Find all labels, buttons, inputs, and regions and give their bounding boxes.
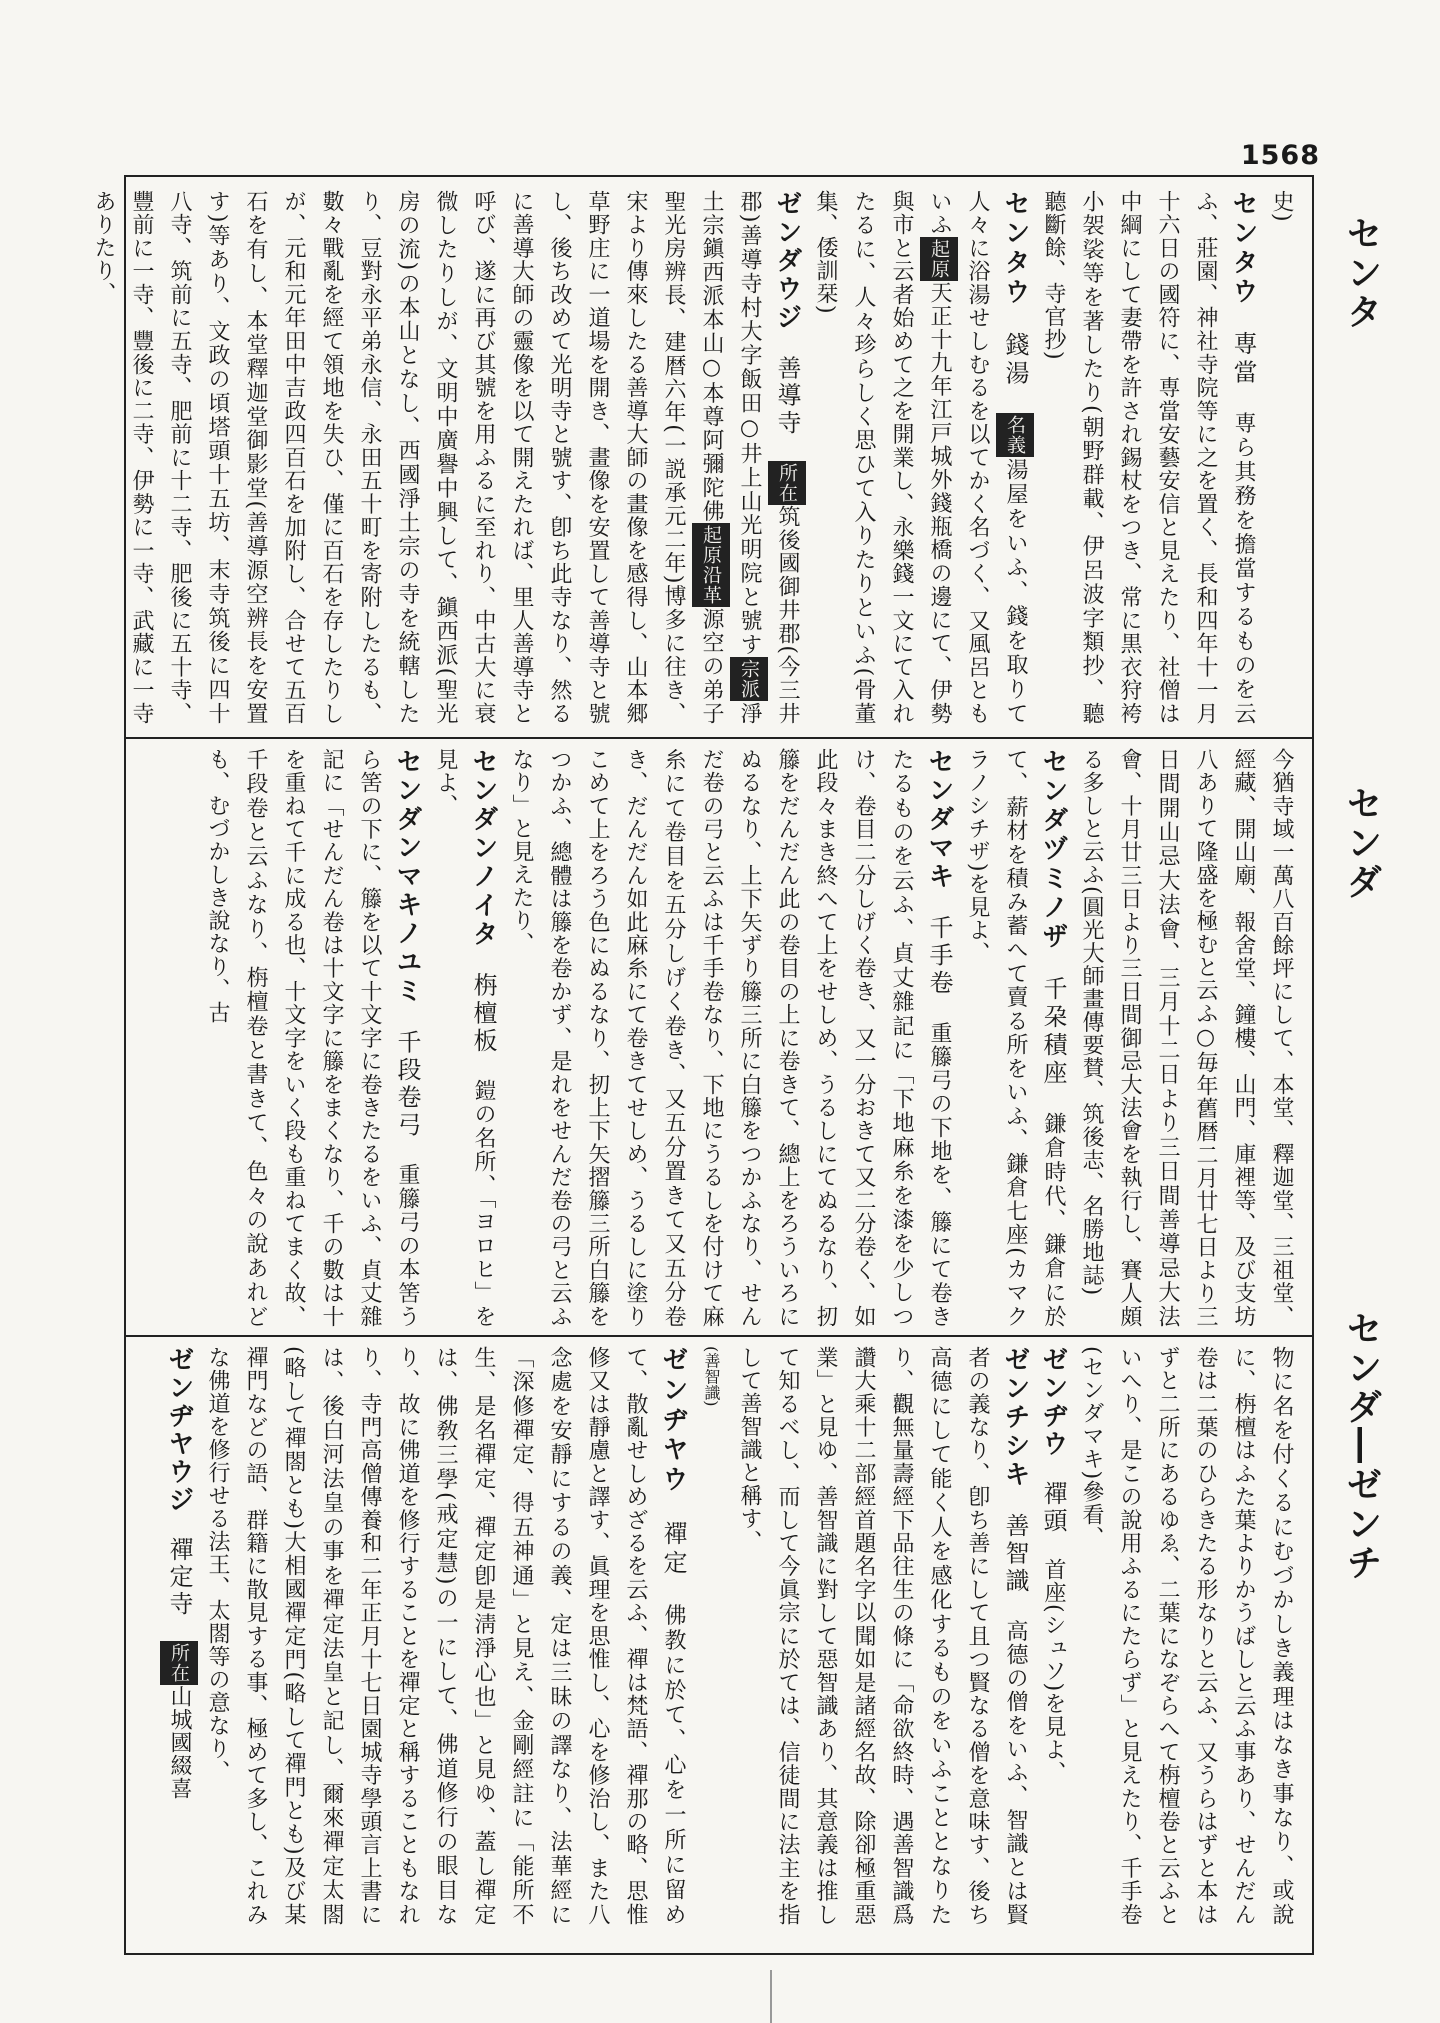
entry-text: 筑後國御井郡(今三井郡)善導寺村大字飯田○井上山光明院と號す xyxy=(737,190,800,726)
entry-kanji: 禪定 xyxy=(659,1520,687,1579)
dictionary-entry xyxy=(426,748,502,1328)
entry-text: 佛教に於て、心を一所に留めて、散亂せしめざるを云ふ、禪は梵語、禪那の略、思惟修又は靜慮と譯す、眞理を思惟し、心を修治し、また八念處を安靜にするの義、定は三昧の譯なり、法華經に「深修禪定、得五神通」と見え、金剛經註に「能所不生、是名禪定、禪定卽是淸淨心也」と見ゆ、蓋し禪定は、佛敎三學(戒定慧)の一にして、佛道修行の眼目なり、故に佛道を修行することを禪定と稱することもなれり、寺門高僧傳養和二年正月十七日園城寺學頭言上書には、後白河法皇の事を禪定法皇と記し、爾來禪定太閤(略して禪閤とも)大相國禪定門(略して禪門とも)及び某禪門などの語、群籍に散見する事、極めて多し、これみな佛道を修行せる法王、太閤等の意なり、 xyxy=(205,1346,686,1927)
entry-text: 物に名を付くるにむづかしき義理はなき事なり、或說に、栴檀はふた葉よりかうばしと云ふ事あり、せんだん卷は二葉のひらきたる形なりと云ふ、又うらはずと本はずと二所にあるゆゑ、二葉になぞらへて栴檀卷と云ふといへり、是この說用ふるにたらず」と見えたり、千手卷(センダマキ)參看、 xyxy=(1079,1346,1294,1926)
dictionary-entry xyxy=(1072,1346,1300,1926)
entry-tag: 所在 xyxy=(768,461,806,505)
entry-text: 鎧の名所、「ヨロヒ」を見よ、 xyxy=(433,748,496,1329)
dictionary-entry xyxy=(198,748,426,1328)
entry-tag: 所在 xyxy=(160,1641,198,1685)
dictionary-entry xyxy=(1034,190,1262,725)
entry-text: 天正十九年江戸城外錢瓶橋の邊にて、伊勢與市と云者始めて之を開業し、永樂錢一文にて入れたるに、人々珍らしく思ひて入りたりといふ(骨董集、倭訓栞) xyxy=(813,190,952,726)
dictionary-entry xyxy=(806,190,1034,725)
section-middle xyxy=(140,748,1300,1328)
entry-headword: ゼンヂヤウ xyxy=(658,1346,688,1496)
entry-headword: ゼンヂヤウジ xyxy=(164,1346,194,1514)
entry-kanji: 栴檀板 xyxy=(469,972,497,1056)
dictionary-entry xyxy=(1034,1346,1072,1926)
entry-headword: センダマキ xyxy=(924,748,954,892)
dictionary-entry xyxy=(198,1346,692,1926)
entry-headword: ゼンダウジ xyxy=(772,190,802,332)
entry-text: 高德の僧をいふ、智識とは賢者の義なり、卽ち善にして且つ賢なる僧を意味す、後ち高德にして能く人を感化するものをいふこととなりたり、觀無量壽經下品往生の條に「命欲終時、遇善智識爲讚大乘十二部經首題名字以聞如是諸經名故、除卻極重惡業」と見ゆ、善智識に對して惡智識あり、其意義は推して知るべし、而して今眞宗に於ては、信徒間に法主を指して善智識と稱す、 xyxy=(737,1346,1028,1927)
entry-headword: センタウ xyxy=(1228,190,1258,307)
entry-headword: センダヅミノザ xyxy=(1038,748,1068,952)
entry-note: (善智識) xyxy=(702,1346,721,1407)
entry-kanji: 善智識 xyxy=(1001,1512,1029,1596)
entry-kanji: 千手卷 xyxy=(925,914,953,998)
divider-1 xyxy=(126,737,1312,739)
entry-headword: センダンノイタ xyxy=(468,748,498,949)
page-number: 1568 xyxy=(1240,140,1320,171)
entry-kanji: 千段卷弓 xyxy=(393,1029,421,1140)
entry-text: 重籐弓の下地を、籐にて卷きたるものを云ふ、貞丈雜記に「下地麻糸を漆を少しつけ、卷目二分しげく卷き、又一分おきて又二分卷く、如此段々まき終へて上をせしめ、うるしにてぬるなり、扨籐をだんだん此の卷目の上に卷きて、總上をろういろにぬるなり、上下矢ずり籐三所に白籐をつかふなり、せんだ卷の弓と云ふは千手卷なり、下地にうるしを付けて麻糸にて卷目を五分しげく卷き、又五分置きて又五分卷き、だんだん如此麻糸にて卷きてせしめ、うるしに塗りこめて上をろう色にぬるなり、扨上下矢摺籐三所白籐をつかふ、總體は籐を卷かず、是れをせんだ卷の弓と云ふなり」と見えたり、 xyxy=(509,748,952,1329)
entry-kanji: 禪定寺 xyxy=(165,1537,193,1618)
entry-text: 淨土宗鎭西派本山○本尊阿彌陀佛 xyxy=(699,190,762,726)
binding-gutter xyxy=(770,1970,772,2023)
divider-2 xyxy=(126,1335,1312,1337)
dictionary-entry xyxy=(730,1346,1034,1926)
dictionary-entry xyxy=(692,1346,730,1926)
dictionary-entry xyxy=(160,1346,198,1926)
header-top: センタ xyxy=(1341,215,1382,332)
entry-tag: 起原 xyxy=(920,237,958,281)
entry-headword: ゼンチシキ xyxy=(1000,1346,1030,1490)
entry-text: 首座(シュソ)を見よ、 xyxy=(1041,1558,1066,1785)
entry-text: 山城國綴喜 xyxy=(167,1685,192,1800)
entry-text: 重籐弓の本筈うら筈の下に、籐を以て十文字に卷きたるをいふ、貞丈雜記に「せんだん卷は十文字に籐をまくなり、千の數は十を重ねて千に成る也、十文字をいく段も重ねてまく故、千段卷と云ふなり、栴檀卷と書きて、色々の說あれども、むづかしき說なり、古 xyxy=(205,748,420,1329)
dictionary-entry xyxy=(958,748,1072,1328)
header-middle: センダ xyxy=(1341,785,1382,902)
entry-kanji: 禪頭 xyxy=(1039,1481,1067,1535)
entry-headword: センタウ xyxy=(1000,190,1030,308)
entry-text: 鎌倉時代、鎌倉に於て、薪材を積み蓄へて賣る所をいふ、鎌倉七座(カマクラノシチザ)を見よ、 xyxy=(965,748,1066,1329)
entry-text: 湯屋をいふ、錢を取りて人々に浴湯せしむるを以てかく名づく、又風呂ともいふ xyxy=(927,190,1028,726)
entry-tag: 起原沿革 xyxy=(692,523,730,607)
entry-text: 源空の弟子聖光房辨長、建暦六年(一説承元二年)博多に往き、宋より傳來したる善導大師の畫像を感得し、山本郷草野庄に一道場を開き、畫像を安置して善導寺と號し、後ち改めて光明寺と號す、卽ち此寺なり、然るに善導大師の靈像を以て開えたれば、里人善導寺と呼び、遂に再び其號を用ふるに至れり、中古大に衰微したりしが、文明中廣譽中興して、鎭西派(聖光房の流)の本山となし、西國淨土宗の寺を統轄したり、豆對永平弟永信、永田五十町を寄附したるも、數々戰亂を經て領地を失ひ、僅に百石を存したりしが、元和元年田中吉政四百石を加附し、合せて五百石を有し、本堂釋迦堂御影堂(善導源空辨長を安置す)等あり、文政の頃塔頭十五坊、末寺筑後に四十八寺、筑前に五寺、肥前に十二寺、肥後に五十寺、豐前に一寺、豐後に二寺、伊勢に一寺、武藏に一寺ありたり、 xyxy=(91,190,724,726)
entry-tag: 宗派 xyxy=(730,657,768,701)
dictionary-entry xyxy=(502,748,958,1328)
entry-text: 今猶寺域一萬八百餘坪にして、本堂、釋迦堂、三祖堂、經藏、開山廟、報舍堂、鐘樓、山門、庫裡等、及び支坊八ありて隆盛を極むと云ふ○毎年舊暦二月廿七日より三日間開山忌大法會、三月十二日より三日間善導忌大法會、十月廿三日より三日間御忌大法會を執行し、賽人頗る多しと云ふ(圓光大師畫傳要賛、筑後志、名勝地誌) xyxy=(1079,748,1294,1328)
section-bottom xyxy=(140,1346,1300,1926)
entry-kanji: 善導寺 xyxy=(773,355,801,438)
entry-kanji: 千朶積座 xyxy=(1039,975,1067,1089)
entry-kanji: 専當 xyxy=(1229,331,1257,388)
section-top xyxy=(91,190,1300,726)
entry-tag: 名義 xyxy=(996,413,1034,457)
entry-text: 専ら其務を擔當するものを云ふ、莊園、神社寺院等に之を置く、長和四年十一月十六日の國符に、専當安藝安信と見えたり、社僧は中綱にして妻帶を許され錫杖をつき、常に黒衣狩袴小袈裟等を著したり(朝野群載、伊呂波字類抄、聽聽斷餘、寺官抄) xyxy=(1041,190,1256,726)
dictionary-entry xyxy=(1072,748,1300,1328)
entry-headword: ゼンヂウ xyxy=(1038,1346,1068,1458)
entry-headword: センダンマキノユミ xyxy=(392,748,422,1006)
entry-kanji: 錢湯 xyxy=(1001,331,1029,389)
dictionary-entry xyxy=(1262,190,1300,725)
entry-text: 史) xyxy=(1269,190,1294,223)
header-bottom: センダ―ゼンチ xyxy=(1341,1310,1382,1583)
dictionary-entry xyxy=(84,190,806,725)
